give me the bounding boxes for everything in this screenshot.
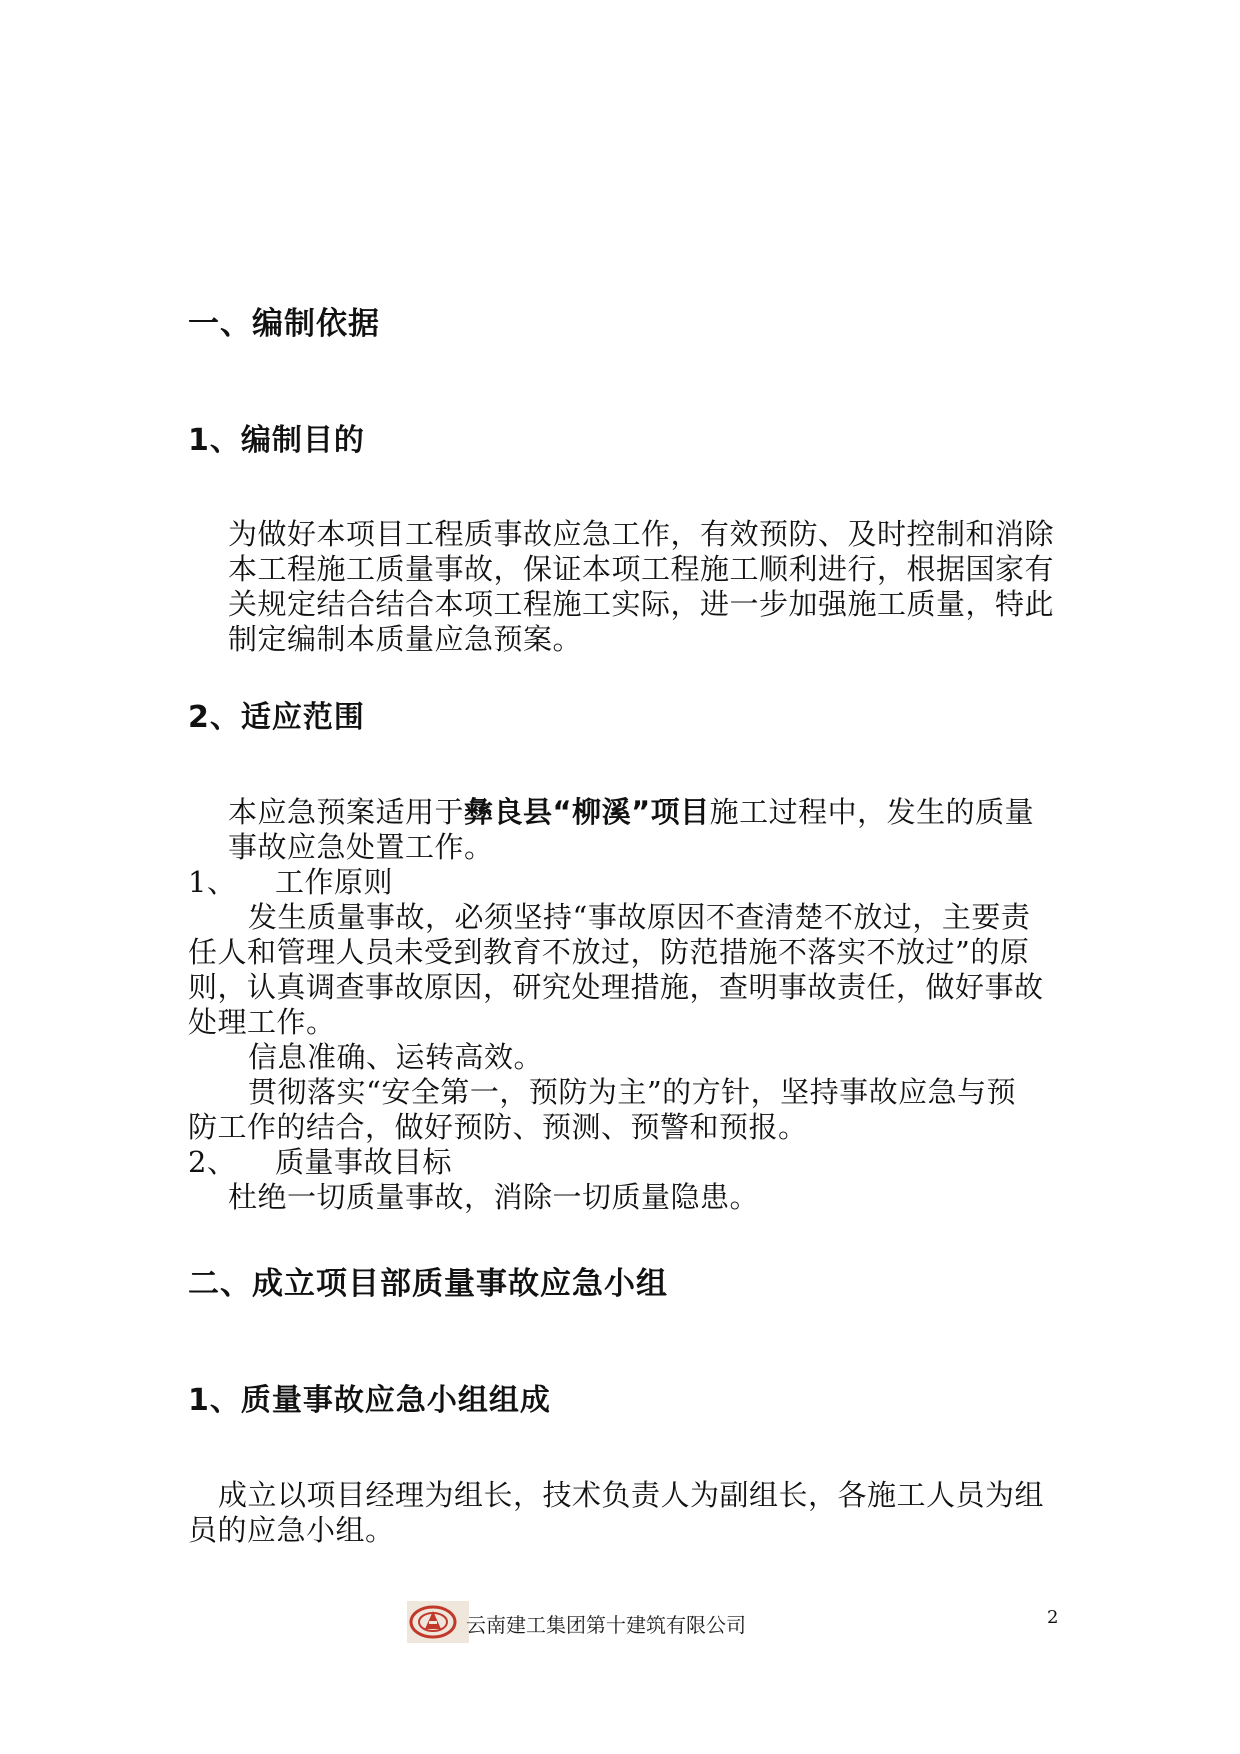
paragraph-line: 杜绝一切质量事故，消除一切质量隐患。: [228, 1180, 760, 1214]
paragraph-line: 则，认真调查事故原因，研究处理措施，查明事故责任，做好事故: [188, 970, 1044, 1004]
project-name: 彝良县“柳溪”项目: [464, 795, 710, 829]
list-number: 2、: [188, 1145, 237, 1179]
scope-prefix: 本应急预案适用于: [228, 795, 465, 829]
paragraph-line: 信息准确、运转高效。: [248, 1040, 544, 1074]
page-number: 2: [1047, 1607, 1059, 1628]
list-number: 1、: [188, 865, 237, 899]
footer-company-name: 云南建工集团第十建筑有限公司: [466, 1613, 746, 1637]
list-label: 工作原则: [275, 865, 394, 899]
paragraph-line: 事故应急处置工作。: [228, 830, 494, 864]
paragraph-line: 关规定结合结合本项工程施工实际，进一步加强施工质量，特此: [228, 587, 1055, 621]
subsection-title: 2、适应范围: [188, 700, 365, 735]
company-logo-icon: [407, 1601, 469, 1643]
paragraph-line: 防工作的结合，做好预防、预测、预警和预报。: [188, 1110, 808, 1144]
paragraph-line: 为做好本项目工程质事故应急工作，有效预防、及时控制和消除: [228, 517, 1055, 551]
scope-suffix: 施工过程中，发生的质量: [709, 795, 1035, 829]
subsection-title: 1、质量事故应急小组组成: [188, 1383, 551, 1418]
paragraph-line: 本工程施工质量事故，保证本项工程施工顺利进行，根据国家有: [228, 552, 1055, 586]
paragraph-line: 处理工作。: [188, 1005, 336, 1039]
list-label: 质量事故目标: [275, 1145, 453, 1179]
paragraph-line: 任人和管理人员未受到教育不放过，防范措施不落实不放过”的原: [188, 935, 1030, 969]
paragraph-line: 制定编制本质量应急预案。: [228, 622, 583, 656]
subsection-title: 1、编制目的: [188, 423, 365, 458]
paragraph-line: 员的应急小组。: [188, 1513, 395, 1547]
paragraph-line: 发生质量事故，必须坚持“事故原因不查清楚不放过，主要责: [248, 900, 1031, 934]
paragraph-line: 贯彻落实“安全第一，预防为主”的方针，坚持事故应急与预: [248, 1075, 1017, 1109]
paragraph-line: [228, 795, 1034, 829]
section-title: 一、编制依据: [188, 306, 380, 342]
section-title: 二、成立项目部质量事故应急小组: [188, 1266, 668, 1302]
paragraph-line: 成立以项目经理为组长，技术负责人为副组长，各施工人员为组: [218, 1478, 1045, 1512]
